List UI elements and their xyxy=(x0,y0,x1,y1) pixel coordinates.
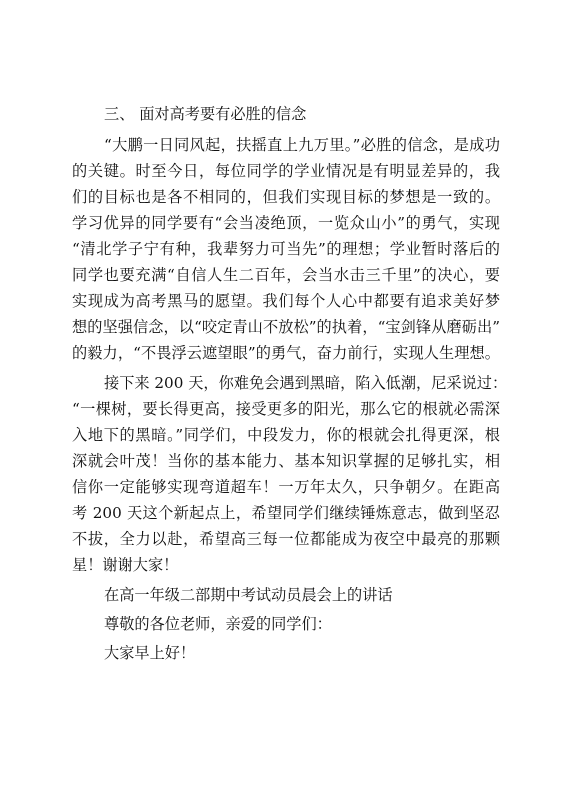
paragraph-line: 接下来 200 天，你难免会遇到黑暗，陷入低潮，尼采说过： xyxy=(104,374,508,392)
paragraph-line: 同学也要充满“自信人生二百年，会当水击三千里”的决心，要 xyxy=(72,266,500,284)
paragraph-line: 深就会叶茂！当你的基本能力、基本知识掌握的足够扎实，相 xyxy=(72,452,500,470)
paragraph-line: 考 200 天这个新起点上，希望同学们继续锤炼意志，做到坚忍 xyxy=(72,504,500,522)
greeting: 大家早上好！ xyxy=(104,644,196,662)
paragraph-line: 想的坚强信念，以“咬定青山不放松”的执着，“宝剑锋从磨砺出” xyxy=(72,318,500,336)
paragraph-line: 们的目标也是各不相同的，但我们实现目标的梦想是一致的。 xyxy=(72,188,500,206)
paragraph-line: 不拔，全力以赴，希望高三每一位都能成为夜空中最亮的那颗 xyxy=(72,530,500,548)
speech-title: 在高一年级二部期中考试动员晨会上的讲话 xyxy=(104,586,393,604)
paragraph-line: 学习优异的同学要有“会当凌绝顶，一览众山小”的勇气，实现 xyxy=(72,214,500,232)
paragraph-line: 入地下的黑暗。”同学们，中段发力，你的根就会扎得更深，根 xyxy=(72,426,500,444)
paragraph-line: “清北学子宁有种，我辈努力可当先”的理想；学业暂时落后的 xyxy=(72,240,500,258)
paragraph-line: “一棵树，要长得更高，接受更多的阳光，那么它的根就必需深 xyxy=(72,400,500,418)
paragraph-line: 的关键。时至今日，每位同学的学业情况是有明显差异的，我 xyxy=(72,162,500,180)
section-heading: 三、 面对高考要有必胜的信念 xyxy=(104,105,307,123)
paragraph-line: 星！谢谢大家！ xyxy=(72,556,179,574)
paragraph-line: 实现成为高考黑马的愿望。我们每个人心中都要有追求美好梦 xyxy=(72,292,500,310)
paragraph-line: “大鹏一日同风起，扶摇直上九万里。”必胜的信念，是成功 xyxy=(104,136,500,154)
paragraph-line: 信你一定能够实现弯道超车！一万年太久，只争朝夕。在距高 xyxy=(72,478,500,496)
paragraph-line: 的毅力，“不畏浮云遮望眼”的勇气，奋力前行，实现人生理想。 xyxy=(72,344,500,362)
salutation: 尊敬的各位老师，亲爱的同学们： xyxy=(104,615,332,633)
